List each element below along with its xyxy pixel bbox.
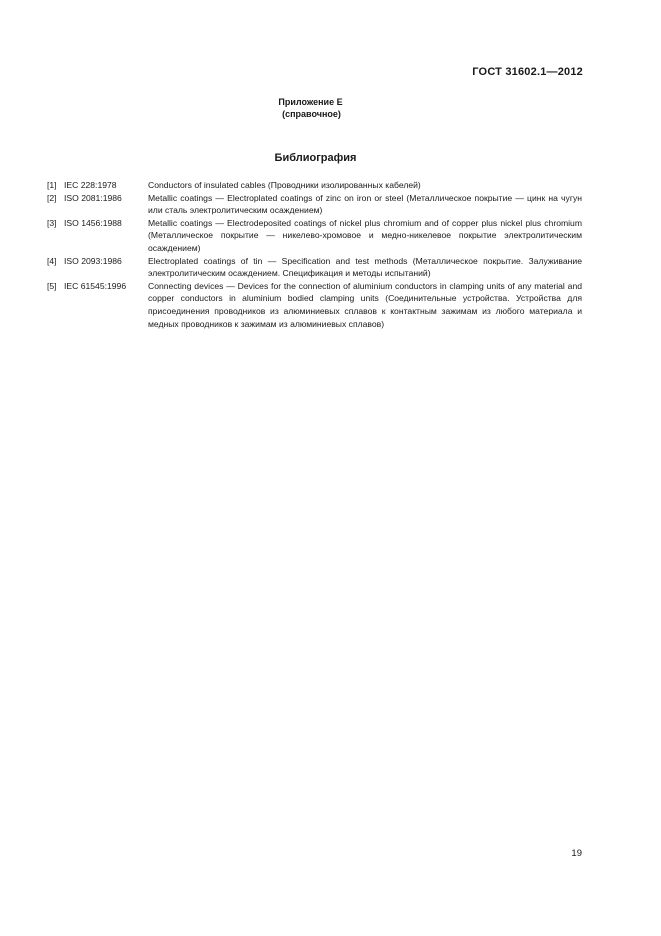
entry-number: [2] (47, 192, 57, 203)
appendix-title: Приложение Е (278, 97, 343, 107)
appendix-note: (справочное) (282, 109, 341, 119)
entry-number: [4] (47, 255, 57, 266)
entry-text: Metallic coatings — Electrodeposited coatings of nickel plus chromium and of copper plus nickel plus chromium (Металлическое покрытие — никелево-хромовое и медно-никелевое покрытие электролитическим осаждением) (148, 217, 582, 253)
entry-standard: IEC 61545:1996 (64, 280, 127, 291)
entry-standard: IEC 228:1978 (64, 180, 117, 190)
entry-text: Connecting devices — Devices for the connection of aluminium conductors in clamping units of any material and copper conductors in aluminium bodied clamping units (Соединительные устройства. Устройства для присоединения проводников из алюминиевых сплавов к контактным зажимам из любого материала и медных проводников к зажимам из алюминиевых сплавов) (148, 280, 582, 329)
bibliography-entry (47, 179, 582, 192)
entry-number: [3] (47, 217, 57, 228)
entry-standard: ISO 1456:1988 (64, 217, 122, 228)
entry-text: Metallic coatings — Electroplated coatings of zinc on iron or steel (Металлическое покрытие — цинк на чугун или сталь электролитическим осаждением) (148, 192, 582, 216)
bibliography-title (0, 152, 661, 164)
bibliography-list (47, 179, 582, 330)
entry-text: Electroplated coatings of tin — Specification and test methods (Металлическое покрытие. Залуживание электролитическим осаждением. Спецификация и методы испытаний) (148, 255, 582, 279)
entry-standard: ISO 2081:1986 (64, 192, 122, 203)
bibliography-entry (47, 192, 582, 217)
entry-number: [1] (47, 180, 57, 190)
entry-standard: ISO 2093:1986 (64, 255, 122, 266)
entry-text: Conductors of insulated cables (Проводники изолированных кабелей) (148, 180, 421, 190)
entry-number: [5] (47, 280, 57, 291)
bibliography-entry (47, 280, 582, 330)
document-code: ГОСТ 31602.1—2012 (472, 66, 583, 78)
bibliography-title-text: Библиография (274, 152, 357, 164)
bibliography-entry (47, 217, 582, 255)
bibliography-entry (47, 255, 582, 280)
appendix-heading (0, 96, 661, 120)
page-number: 19 (571, 848, 582, 859)
